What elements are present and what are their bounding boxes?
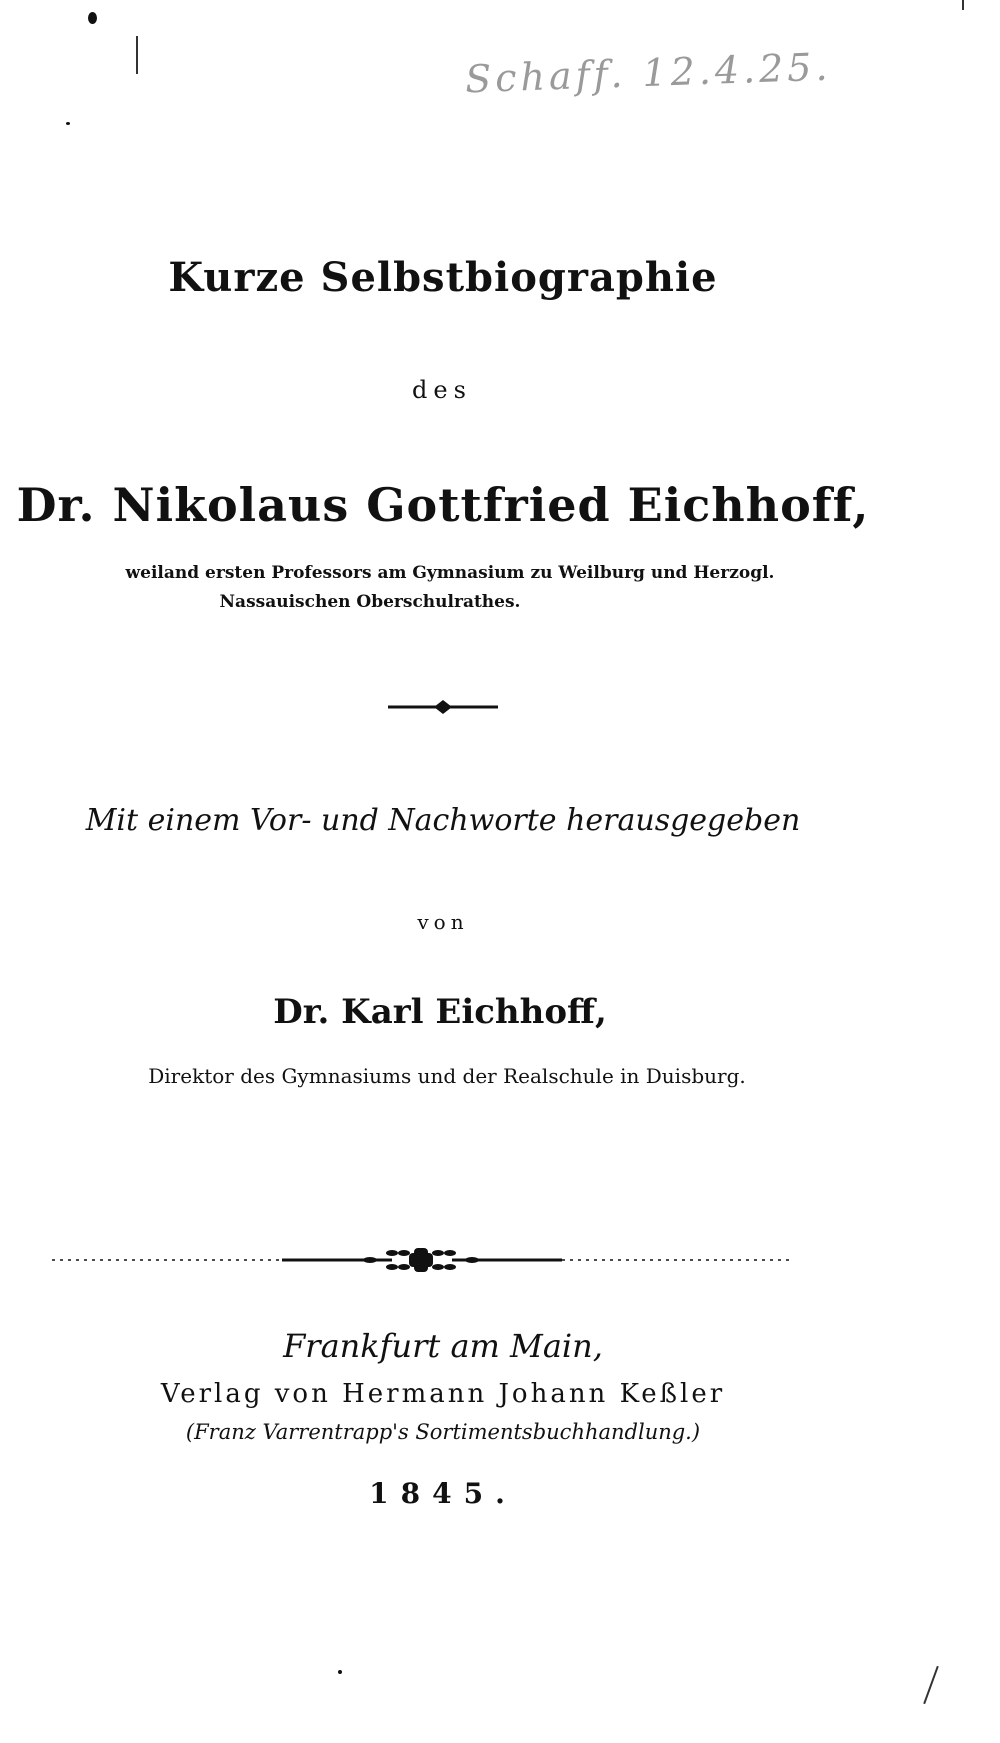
author-name: Dr. Nikolaus Gottfried Eichhoff, xyxy=(16,478,870,532)
des-word: des xyxy=(412,376,472,404)
margin-mark xyxy=(923,1666,939,1704)
ink-speck xyxy=(88,12,97,24)
place-of-publication: Frankfurt am Main, xyxy=(283,1327,603,1365)
publisher-note: (Franz Varrentrapp's Sortimentsbuchhandlung.) xyxy=(185,1420,701,1444)
ink-speck xyxy=(338,1670,342,1674)
ink-speck xyxy=(66,122,70,125)
ornamental-rule xyxy=(52,1242,792,1278)
margin-mark xyxy=(962,0,964,10)
small-divider-ornament xyxy=(388,697,498,717)
publisher: Verlag von Hermann Johann Keßler xyxy=(160,1379,726,1409)
margin-mark xyxy=(136,36,138,74)
title: Kurze Selbstbiographie xyxy=(168,254,718,301)
handwritten-library-note: Schaff. 12.4.25. xyxy=(464,44,833,102)
author-description-line-2: Nassauischen Oberschulrathes. xyxy=(219,592,521,612)
editor-name: Dr. Karl Eichhoff, xyxy=(273,992,607,1032)
editor-description: Direktor des Gymnasiums und der Realschule in Duisburg. xyxy=(148,1064,746,1088)
publication-year: 1845. xyxy=(369,1477,517,1510)
editor-line: Mit einem Vor- und Nachworte herausgegeben xyxy=(85,803,801,838)
author-description-line-1: weiland ersten Professors am Gymnasium zu Weilburg und Herzogl. xyxy=(125,563,775,583)
von-word: von xyxy=(417,910,469,934)
